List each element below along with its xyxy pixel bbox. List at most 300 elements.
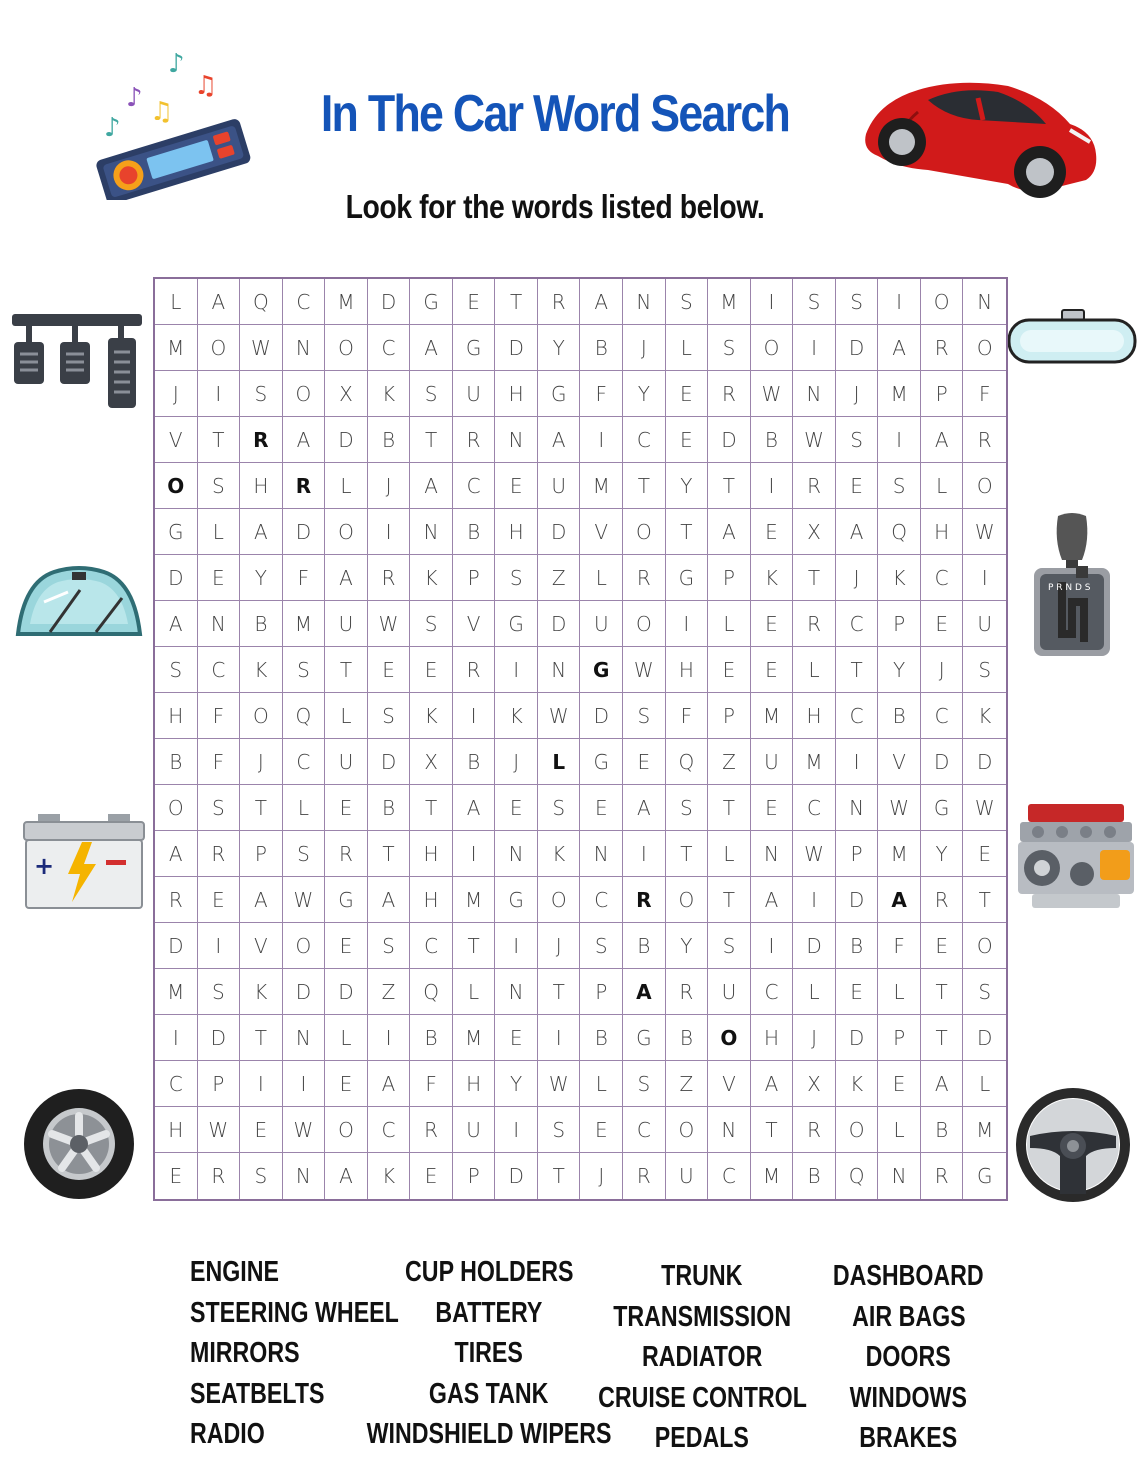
grid-cell[interactable]: Z (538, 555, 581, 601)
grid-cell[interactable]: I (963, 555, 1006, 601)
grid-cell[interactable]: N (283, 325, 326, 371)
grid-cell[interactable]: M (155, 969, 198, 1015)
grid-cell[interactable]: V (453, 601, 496, 647)
grid-cell[interactable]: R (368, 555, 411, 601)
grid-cell[interactable]: Y (495, 1061, 538, 1107)
grid-cell[interactable]: P (198, 1061, 241, 1107)
grid-cell[interactable]: P (453, 555, 496, 601)
grid-cell[interactable]: O (921, 279, 964, 325)
grid-cell[interactable]: P (453, 1153, 496, 1199)
grid-cell[interactable]: A (921, 417, 964, 463)
grid-cell[interactable]: P (240, 831, 283, 877)
grid-cell[interactable]: Y (921, 831, 964, 877)
grid-cell[interactable]: Y (623, 371, 666, 417)
grid-cell[interactable]: I (198, 371, 241, 417)
grid-cell[interactable]: E (921, 601, 964, 647)
grid-cell[interactable]: R (453, 647, 496, 693)
grid-cell[interactable]: S (836, 279, 879, 325)
grid-cell[interactable]: U (580, 601, 623, 647)
grid-cell[interactable]: T (453, 923, 496, 969)
grid-cell[interactable]: W (623, 647, 666, 693)
grid-cell[interactable]: P (708, 555, 751, 601)
grid-cell[interactable]: Q (283, 693, 326, 739)
grid-cell[interactable]: T (538, 969, 581, 1015)
grid-cell[interactable]: L (793, 969, 836, 1015)
grid-cell[interactable]: Q (666, 739, 709, 785)
grid-cell[interactable]: N (751, 831, 794, 877)
grid-cell[interactable]: E (751, 509, 794, 555)
grid-cell[interactable]: Y (240, 555, 283, 601)
grid-cell[interactable]: B (368, 785, 411, 831)
grid-cell[interactable]: T (495, 279, 538, 325)
grid-cell[interactable]: O (708, 1015, 751, 1061)
grid-cell[interactable]: R (240, 417, 283, 463)
grid-cell[interactable]: C (368, 325, 411, 371)
grid-cell[interactable]: X (793, 509, 836, 555)
grid-cell[interactable]: B (878, 693, 921, 739)
grid-cell[interactable]: E (155, 1153, 198, 1199)
grid-cell[interactable]: Y (666, 923, 709, 969)
grid-cell[interactable]: M (453, 1015, 496, 1061)
grid-cell[interactable]: N (793, 371, 836, 417)
grid-cell[interactable]: H (495, 509, 538, 555)
grid-cell[interactable]: I (453, 831, 496, 877)
grid-cell[interactable]: C (580, 877, 623, 923)
grid-cell[interactable]: N (580, 831, 623, 877)
grid-cell[interactable]: O (751, 325, 794, 371)
grid-cell[interactable]: O (963, 325, 1006, 371)
grid-cell[interactable]: E (580, 785, 623, 831)
grid-cell[interactable]: L (325, 1015, 368, 1061)
grid-cell[interactable]: D (198, 1015, 241, 1061)
grid-cell[interactable]: A (155, 601, 198, 647)
grid-cell[interactable]: C (453, 463, 496, 509)
grid-cell[interactable]: O (325, 1107, 368, 1153)
grid-cell[interactable]: I (878, 417, 921, 463)
grid-cell[interactable]: B (836, 923, 879, 969)
grid-cell[interactable]: V (580, 509, 623, 555)
grid-cell[interactable]: I (751, 923, 794, 969)
grid-cell[interactable]: C (836, 601, 879, 647)
grid-cell[interactable]: O (283, 923, 326, 969)
grid-cell[interactable]: E (240, 1107, 283, 1153)
grid-cell[interactable]: T (240, 785, 283, 831)
grid-cell[interactable]: A (410, 325, 453, 371)
grid-cell[interactable]: R (793, 601, 836, 647)
grid-cell[interactable]: M (453, 877, 496, 923)
grid-cell[interactable]: A (623, 969, 666, 1015)
grid-cell[interactable]: A (410, 463, 453, 509)
grid-cell[interactable]: I (495, 1107, 538, 1153)
grid-cell[interactable]: H (453, 1061, 496, 1107)
grid-cell[interactable]: M (963, 1107, 1006, 1153)
grid-cell[interactable]: F (963, 371, 1006, 417)
grid-cell[interactable]: S (623, 1061, 666, 1107)
grid-cell[interactable]: I (283, 1061, 326, 1107)
grid-cell[interactable]: M (708, 279, 751, 325)
grid-cell[interactable]: S (963, 647, 1006, 693)
grid-cell[interactable]: T (368, 831, 411, 877)
grid-cell[interactable]: W (793, 417, 836, 463)
grid-cell[interactable]: U (538, 463, 581, 509)
grid-cell[interactable]: R (963, 417, 1006, 463)
grid-cell[interactable]: W (878, 785, 921, 831)
grid-cell[interactable]: R (623, 877, 666, 923)
grid-cell[interactable]: E (708, 647, 751, 693)
grid-cell[interactable]: N (495, 831, 538, 877)
grid-cell[interactable]: V (708, 1061, 751, 1107)
grid-cell[interactable]: J (580, 1153, 623, 1199)
grid-cell[interactable]: I (878, 279, 921, 325)
grid-cell[interactable]: U (751, 739, 794, 785)
grid-cell[interactable]: L (580, 1061, 623, 1107)
grid-cell[interactable]: B (666, 1015, 709, 1061)
grid-cell[interactable]: M (793, 739, 836, 785)
grid-cell[interactable]: I (793, 877, 836, 923)
grid-cell[interactable]: F (198, 693, 241, 739)
grid-cell[interactable]: F (580, 371, 623, 417)
grid-cell[interactable]: S (198, 785, 241, 831)
grid-cell[interactable]: O (538, 877, 581, 923)
grid-cell[interactable]: R (793, 463, 836, 509)
grid-cell[interactable]: S (410, 371, 453, 417)
grid-cell[interactable]: S (283, 647, 326, 693)
grid-cell[interactable]: I (751, 463, 794, 509)
grid-cell[interactable]: K (495, 693, 538, 739)
grid-cell[interactable]: L (708, 831, 751, 877)
grid-cell[interactable]: L (580, 555, 623, 601)
grid-cell[interactable]: D (538, 509, 581, 555)
grid-cell[interactable]: X (325, 371, 368, 417)
grid-cell[interactable]: W (240, 325, 283, 371)
grid-cell[interactable]: P (836, 831, 879, 877)
grid-cell[interactable]: N (623, 279, 666, 325)
grid-cell[interactable]: B (793, 1153, 836, 1199)
grid-cell[interactable]: H (751, 1015, 794, 1061)
grid-cell[interactable]: C (793, 785, 836, 831)
grid-cell[interactable]: T (708, 463, 751, 509)
grid-cell[interactable]: T (836, 647, 879, 693)
grid-cell[interactable]: C (623, 417, 666, 463)
grid-cell[interactable]: R (708, 371, 751, 417)
grid-cell[interactable]: U (325, 601, 368, 647)
grid-cell[interactable]: T (963, 877, 1006, 923)
grid-cell[interactable]: J (793, 1015, 836, 1061)
grid-cell[interactable]: V (155, 417, 198, 463)
grid-cell[interactable]: G (538, 371, 581, 417)
grid-cell[interactable]: R (538, 279, 581, 325)
grid-cell[interactable]: O (836, 1107, 879, 1153)
grid-cell[interactable]: I (623, 831, 666, 877)
grid-cell[interactable]: S (836, 417, 879, 463)
grid-cell[interactable]: P (878, 1015, 921, 1061)
grid-cell[interactable]: R (921, 877, 964, 923)
grid-cell[interactable]: C (708, 1153, 751, 1199)
grid-cell[interactable]: E (666, 417, 709, 463)
grid-cell[interactable]: T (708, 877, 751, 923)
grid-cell[interactable]: G (623, 1015, 666, 1061)
grid-cell[interactable]: C (155, 1061, 198, 1107)
grid-cell[interactable]: D (283, 969, 326, 1015)
grid-cell[interactable]: S (283, 831, 326, 877)
grid-cell[interactable]: N (410, 509, 453, 555)
grid-cell[interactable]: D (538, 601, 581, 647)
grid-cell[interactable]: E (836, 463, 879, 509)
grid-cell[interactable]: A (368, 877, 411, 923)
grid-cell[interactable]: C (283, 739, 326, 785)
grid-cell[interactable]: T (921, 1015, 964, 1061)
grid-cell[interactable]: E (495, 785, 538, 831)
grid-cell[interactable]: O (325, 509, 368, 555)
grid-cell[interactable]: D (836, 325, 879, 371)
grid-cell[interactable]: A (708, 509, 751, 555)
grid-cell[interactable]: O (240, 693, 283, 739)
grid-cell[interactable]: J (921, 647, 964, 693)
grid-cell[interactable]: J (538, 923, 581, 969)
grid-cell[interactable]: V (878, 739, 921, 785)
grid-cell[interactable]: F (198, 739, 241, 785)
grid-cell[interactable]: T (198, 417, 241, 463)
grid-cell[interactable]: S (538, 785, 581, 831)
grid-cell[interactable]: D (708, 417, 751, 463)
grid-cell[interactable]: L (878, 969, 921, 1015)
grid-cell[interactable]: I (666, 601, 709, 647)
grid-cell[interactable]: O (283, 371, 326, 417)
grid-cell[interactable]: H (793, 693, 836, 739)
grid-cell[interactable]: J (836, 555, 879, 601)
grid-cell[interactable]: D (368, 279, 411, 325)
grid-cell[interactable]: W (538, 1061, 581, 1107)
grid-cell[interactable]: T (921, 969, 964, 1015)
grid-cell[interactable]: S (198, 463, 241, 509)
grid-cell[interactable]: I (368, 509, 411, 555)
grid-cell[interactable]: B (623, 923, 666, 969)
grid-cell[interactable]: K (410, 693, 453, 739)
grid-cell[interactable]: E (410, 1153, 453, 1199)
grid-cell[interactable]: I (240, 1061, 283, 1107)
grid-cell[interactable]: T (666, 831, 709, 877)
grid-cell[interactable]: E (623, 739, 666, 785)
grid-cell[interactable]: O (198, 325, 241, 371)
grid-cell[interactable]: M (878, 371, 921, 417)
grid-cell[interactable]: N (198, 601, 241, 647)
grid-cell[interactable]: L (708, 601, 751, 647)
grid-cell[interactable]: G (495, 601, 538, 647)
grid-cell[interactable]: B (751, 417, 794, 463)
grid-cell[interactable]: O (666, 1107, 709, 1153)
grid-cell[interactable]: I (836, 739, 879, 785)
grid-cell[interactable]: G (976, 1164, 993, 1188)
grid-cell[interactable]: N (283, 1015, 326, 1061)
grid-cell[interactable]: G (410, 279, 453, 325)
grid-cell[interactable]: B (580, 325, 623, 371)
grid-cell[interactable]: K (410, 555, 453, 601)
grid-cell[interactable]: I (580, 417, 623, 463)
grid-cell[interactable]: Y (666, 463, 709, 509)
grid-cell[interactable]: L (325, 463, 368, 509)
grid-cell[interactable]: N (708, 1107, 751, 1153)
grid-cell[interactable]: B (921, 1107, 964, 1153)
grid-cell[interactable]: P (708, 693, 751, 739)
grid-cell[interactable]: L (666, 325, 709, 371)
grid-cell[interactable]: C (623, 1107, 666, 1153)
grid-cell[interactable]: Y (538, 325, 581, 371)
grid-cell[interactable]: E (751, 785, 794, 831)
grid-cell[interactable]: K (368, 1153, 411, 1199)
grid-cell[interactable]: C (921, 555, 964, 601)
grid-cell[interactable]: S (368, 693, 411, 739)
grid-cell[interactable]: E (325, 785, 368, 831)
grid-cell[interactable]: R (283, 463, 326, 509)
grid-cell[interactable]: A (453, 785, 496, 831)
grid-cell[interactable]: D (836, 877, 879, 923)
grid-cell[interactable]: A (836, 509, 879, 555)
grid-cell[interactable]: D (155, 555, 198, 601)
grid-cell[interactable]: G (495, 877, 538, 923)
grid-cell[interactable]: U (325, 739, 368, 785)
grid-cell[interactable]: O (623, 601, 666, 647)
grid-cell[interactable]: E (410, 647, 453, 693)
grid-cell[interactable]: E (666, 371, 709, 417)
grid-cell[interactable]: Q (878, 509, 921, 555)
grid-cell[interactable]: E (580, 1107, 623, 1153)
grid-cell[interactable]: S (538, 1107, 581, 1153)
grid-cell[interactable]: F (878, 923, 921, 969)
grid-cell[interactable]: A (878, 877, 921, 923)
grid-cell[interactable]: G (155, 509, 198, 555)
grid-cell[interactable]: C (368, 1107, 411, 1153)
grid-cell[interactable]: H (921, 509, 964, 555)
grid-cell[interactable]: E (198, 555, 241, 601)
grid-cell[interactable]: B (453, 739, 496, 785)
grid-cell[interactable]: G (666, 555, 709, 601)
grid-cell[interactable]: T (410, 417, 453, 463)
grid-cell[interactable]: W (793, 831, 836, 877)
grid-cell[interactable]: O (155, 463, 198, 509)
grid-cell[interactable]: A (155, 831, 198, 877)
grid-cell[interactable]: S (495, 555, 538, 601)
grid-cell[interactable]: S (368, 923, 411, 969)
grid-cell[interactable]: H (666, 647, 709, 693)
grid-cell[interactable]: O (325, 325, 368, 371)
grid-cell[interactable]: H (410, 877, 453, 923)
grid-cell[interactable]: L (963, 1061, 1006, 1107)
grid-cell[interactable]: D (921, 739, 964, 785)
grid-cell[interactable]: E (495, 1015, 538, 1061)
grid-cell[interactable]: R (410, 1107, 453, 1153)
grid-cell[interactable]: W (283, 1107, 326, 1153)
grid-cell[interactable]: S (198, 969, 241, 1015)
grid-cell[interactable]: N (538, 647, 581, 693)
grid-cell[interactable]: M (155, 325, 198, 371)
grid-cell[interactable]: L (878, 1107, 921, 1153)
grid-cell[interactable]: R (453, 417, 496, 463)
grid-cell[interactable]: C (198, 647, 241, 693)
grid-cell[interactable]: W (963, 509, 1006, 555)
grid-cell[interactable]: S (666, 279, 709, 325)
grid-cell[interactable]: R (155, 877, 198, 923)
grid-cell[interactable]: H (410, 831, 453, 877)
grid-cell[interactable]: D (495, 1153, 538, 1199)
grid-cell[interactable]: K (836, 1061, 879, 1107)
grid-cell[interactable]: O (155, 785, 198, 831)
grid-cell[interactable]: Y (878, 647, 921, 693)
grid-cell[interactable]: Z (368, 969, 411, 1015)
grid-cell[interactable]: R (623, 555, 666, 601)
grid-cell[interactable]: T (538, 1153, 581, 1199)
grid-cell[interactable]: T (240, 1015, 283, 1061)
grid-cell[interactable]: E (495, 463, 538, 509)
grid-cell[interactable]: A (240, 877, 283, 923)
grid-cell[interactable]: D (368, 739, 411, 785)
grid-cell[interactable]: D (580, 693, 623, 739)
grid-cell[interactable]: I (368, 1015, 411, 1061)
grid-cell[interactable]: T (325, 647, 368, 693)
grid-cell[interactable]: M (751, 693, 794, 739)
grid-cell[interactable]: R (666, 969, 709, 1015)
grid-cell[interactable]: Z (666, 1061, 709, 1107)
grid-cell[interactable]: S (963, 969, 1006, 1015)
grid-cell[interactable]: D (836, 1015, 879, 1061)
grid-cell[interactable]: W (751, 371, 794, 417)
grid-cell[interactable]: S (155, 647, 198, 693)
grid-cell[interactable]: Q (410, 969, 453, 1015)
grid-cell[interactable]: S (240, 371, 283, 417)
grid-cell[interactable]: L (325, 693, 368, 739)
grid-cell[interactable]: I (155, 1015, 198, 1061)
grid-cell[interactable]: T (751, 1107, 794, 1153)
grid-cell[interactable]: A (751, 877, 794, 923)
grid-cell[interactable]: Z (708, 739, 751, 785)
grid-cell[interactable]: R (921, 325, 964, 371)
grid-cell[interactable]: L (538, 739, 581, 785)
grid-cell[interactable]: E (751, 647, 794, 693)
grid-cell[interactable]: R (198, 831, 241, 877)
grid-cell[interactable]: J (155, 371, 198, 417)
grid-cell[interactable]: A (283, 417, 326, 463)
grid-cell[interactable]: O (963, 463, 1006, 509)
grid-cell[interactable]: N (836, 785, 879, 831)
grid-cell[interactable]: D (155, 923, 198, 969)
grid-cell[interactable]: I (198, 923, 241, 969)
grid-cell[interactable]: E (325, 1061, 368, 1107)
grid-cell[interactable]: L (198, 509, 241, 555)
grid-cell[interactable]: S (666, 785, 709, 831)
grid-cell[interactable]: S (708, 923, 751, 969)
grid-cell[interactable]: H (240, 463, 283, 509)
grid-cell[interactable]: T (793, 555, 836, 601)
grid-cell[interactable]: M (283, 601, 326, 647)
grid-cell[interactable]: A (878, 325, 921, 371)
grid-cell[interactable]: U (708, 969, 751, 1015)
grid-cell[interactable]: W (198, 1107, 241, 1153)
grid-cell[interactable]: C (410, 923, 453, 969)
grid-cell[interactable]: A (198, 279, 241, 325)
grid-cell[interactable]: W (538, 693, 581, 739)
grid-cell[interactable]: N (495, 417, 538, 463)
grid-cell[interactable]: F (410, 1061, 453, 1107)
grid-cell[interactable]: U (963, 601, 1006, 647)
grid-cell[interactable]: K (240, 969, 283, 1015)
grid-cell[interactable]: T (410, 785, 453, 831)
grid-cell[interactable]: A (580, 279, 623, 325)
grid-cell[interactable]: F (283, 555, 326, 601)
grid-cell[interactable]: K (240, 647, 283, 693)
grid-cell[interactable]: G (921, 785, 964, 831)
grid-cell[interactable]: S (623, 693, 666, 739)
grid-cell[interactable]: N (283, 1153, 326, 1199)
grid-cell[interactable]: B (410, 1015, 453, 1061)
